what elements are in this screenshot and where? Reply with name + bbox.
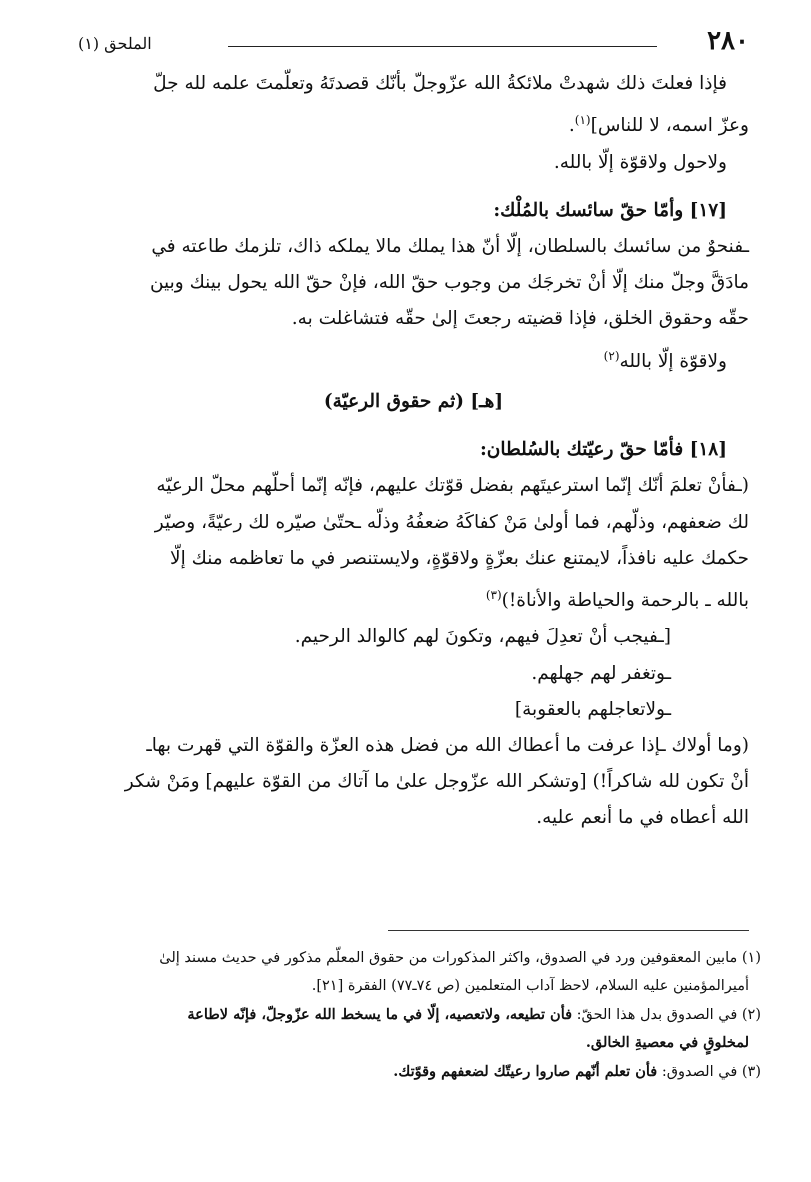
paragraph	[78, 468, 749, 504]
footnote-bold-text: فأن تطيعه، ولاتعصيه، إلّا في ما يسخط الله عزّوجلّ، فإنّه لاطاعة	[187, 1005, 573, 1023]
text-line: ـولاتعاجلهم بالعقوبة]	[514, 698, 671, 720]
text-line: ولاحول ولاقوّة إلّا بالله.	[553, 151, 727, 173]
paragraph	[78, 577, 749, 619]
paragraph	[78, 505, 749, 541]
text-line: فإذا فعلتَ ذلك شهدتْ ملائكةُ الله عزّوجلّ بأنّك قصدتَهُ وتعلّمتَ علمه لله جلّ	[153, 73, 727, 94]
text-line: وعزّ اسمه، لا للناس]	[590, 115, 749, 137]
paragraph	[78, 229, 749, 265]
paragraph	[78, 301, 749, 337]
footnote-line: (٣) في الصدوق:	[661, 1064, 761, 1081]
footnote-ref: (٣)	[485, 587, 502, 602]
header-rule	[228, 46, 657, 47]
text-line: ولاقوّة إلّا بالله	[619, 350, 727, 372]
paragraph	[78, 338, 749, 380]
section-18-heading: [١٨] فأمّا حقّ رعيّتك بالسُلطان:	[479, 439, 727, 461]
text-line: حقّه وحقوق الخلق، فإذا قضيته رجعتَ إلىٰ حقّه فتشاغلت به.	[291, 308, 749, 330]
text-line: [ـفيجب أنْ تعدِلَ فيهم، وتكونَ لهم كالوالد الرحيم.	[294, 626, 671, 648]
footnote-line: (١) مابين المعقوفين ورد في الصدوق، واكثر المذكورات من حقوق المعلّم مذكور في حديث مسند إلىٰ	[159, 950, 761, 966]
text-line: لك ضعفهم، وذلّهم، فما أولىٰ مَنْ كفاكَهُ ضعفُهُ وذلّه ـحتّىٰ صيّره لك رعيّةً، وصيّر	[154, 511, 749, 533]
running-title: الملحق (١)	[78, 34, 152, 53]
footnote-ref: (٢)	[603, 348, 620, 363]
text-line: (ـفأنْ تعلمَ أنّك إنّما استرعيتَهم بفضل قوّتك عليهم، فإنّه إنّما أحلّهم محلّ الرعيّه	[156, 475, 749, 497]
text-line: حكمك عليه نافذاً، لايمتنع عنك بعزّةٍ ولاقوّةٍ، ولايستنصر في ما تعاظمه منك إلّا	[170, 547, 749, 569]
footnote-2	[70, 1002, 761, 1029]
paragraph	[78, 619, 749, 655]
footnote-1-continued	[70, 974, 761, 1000]
text-line: الله أعطاه في ما أنعم عليه.	[536, 807, 749, 829]
paragraph	[78, 728, 749, 764]
paragraph: وعزّ اسمه، لا للناس]$^{(١)}$.	[568, 113, 749, 137]
footnote-2-continued	[70, 1030, 761, 1057]
text-line: بالله ـ بالرحمة والحياطة والأناة!)	[501, 590, 749, 612]
text-line: أنْ تكون لله شاكراً!) [وتشكر الله عزّوجل علىٰ ما آتاك من القوّة عليهم] ومَنْ شكر	[124, 771, 749, 793]
footnote-line: (٢) في الصدوق بدل هذا الحقّ:	[576, 1006, 761, 1023]
footnote-3	[70, 1059, 761, 1086]
paragraph	[78, 656, 749, 692]
paragraph	[78, 764, 749, 800]
page-number: ٢٨٠	[707, 26, 749, 56]
paragraph	[78, 66, 749, 102]
footnote-line: أميرالمؤمنين عليه السلام، لاحظ آداب المتعلمين (ص ٧٤ـ٧٧) الفقرة [٢١].	[311, 977, 749, 994]
main-text	[78, 66, 749, 837]
text-line: ـوتغفر لهم جهلهم.	[531, 662, 671, 684]
paragraph	[78, 800, 749, 836]
paragraph	[78, 541, 749, 577]
text-line: ـفنحوٌ من سائسك بالسلطان، إلّا أنّ هذا يملك مالا يملكه ذاك، تلزمك طاعته في	[151, 235, 749, 257]
paragraph	[78, 692, 749, 728]
section-heading: [هـ] (ثم حقوق الرعيّة)	[323, 390, 504, 412]
page-header	[78, 26, 749, 66]
footnote-bold-text: فأن تعلم أنّهم صاروا رعيتّك لضعفهم وقوّتك.	[393, 1063, 658, 1081]
footnote-ref: (١)	[574, 113, 591, 128]
footnote-1	[70, 946, 761, 972]
footnote-bold-text: لمخلوقٍ في معصيةِ الخالق.	[585, 1034, 749, 1052]
text-line: مادَقَّ وجلّ منك إلّا أنْ تخرجَك من وجوب حقّ الله، فإنْ حقّ الله يحول بينك وبين	[149, 272, 749, 294]
footnotes	[70, 946, 761, 1088]
paragraph	[78, 265, 749, 301]
paragraph	[78, 145, 749, 181]
section-17-heading: [١٧] وأمّا حقّ سائسك بالمُلْك:	[493, 199, 727, 221]
footnote-rule	[388, 930, 749, 931]
text-line: (وما أولاك ـإذا عرفت ما أعطاك الله من فضل هذه العزّة والقوّة التي قهرت بهاـ	[146, 734, 749, 756]
